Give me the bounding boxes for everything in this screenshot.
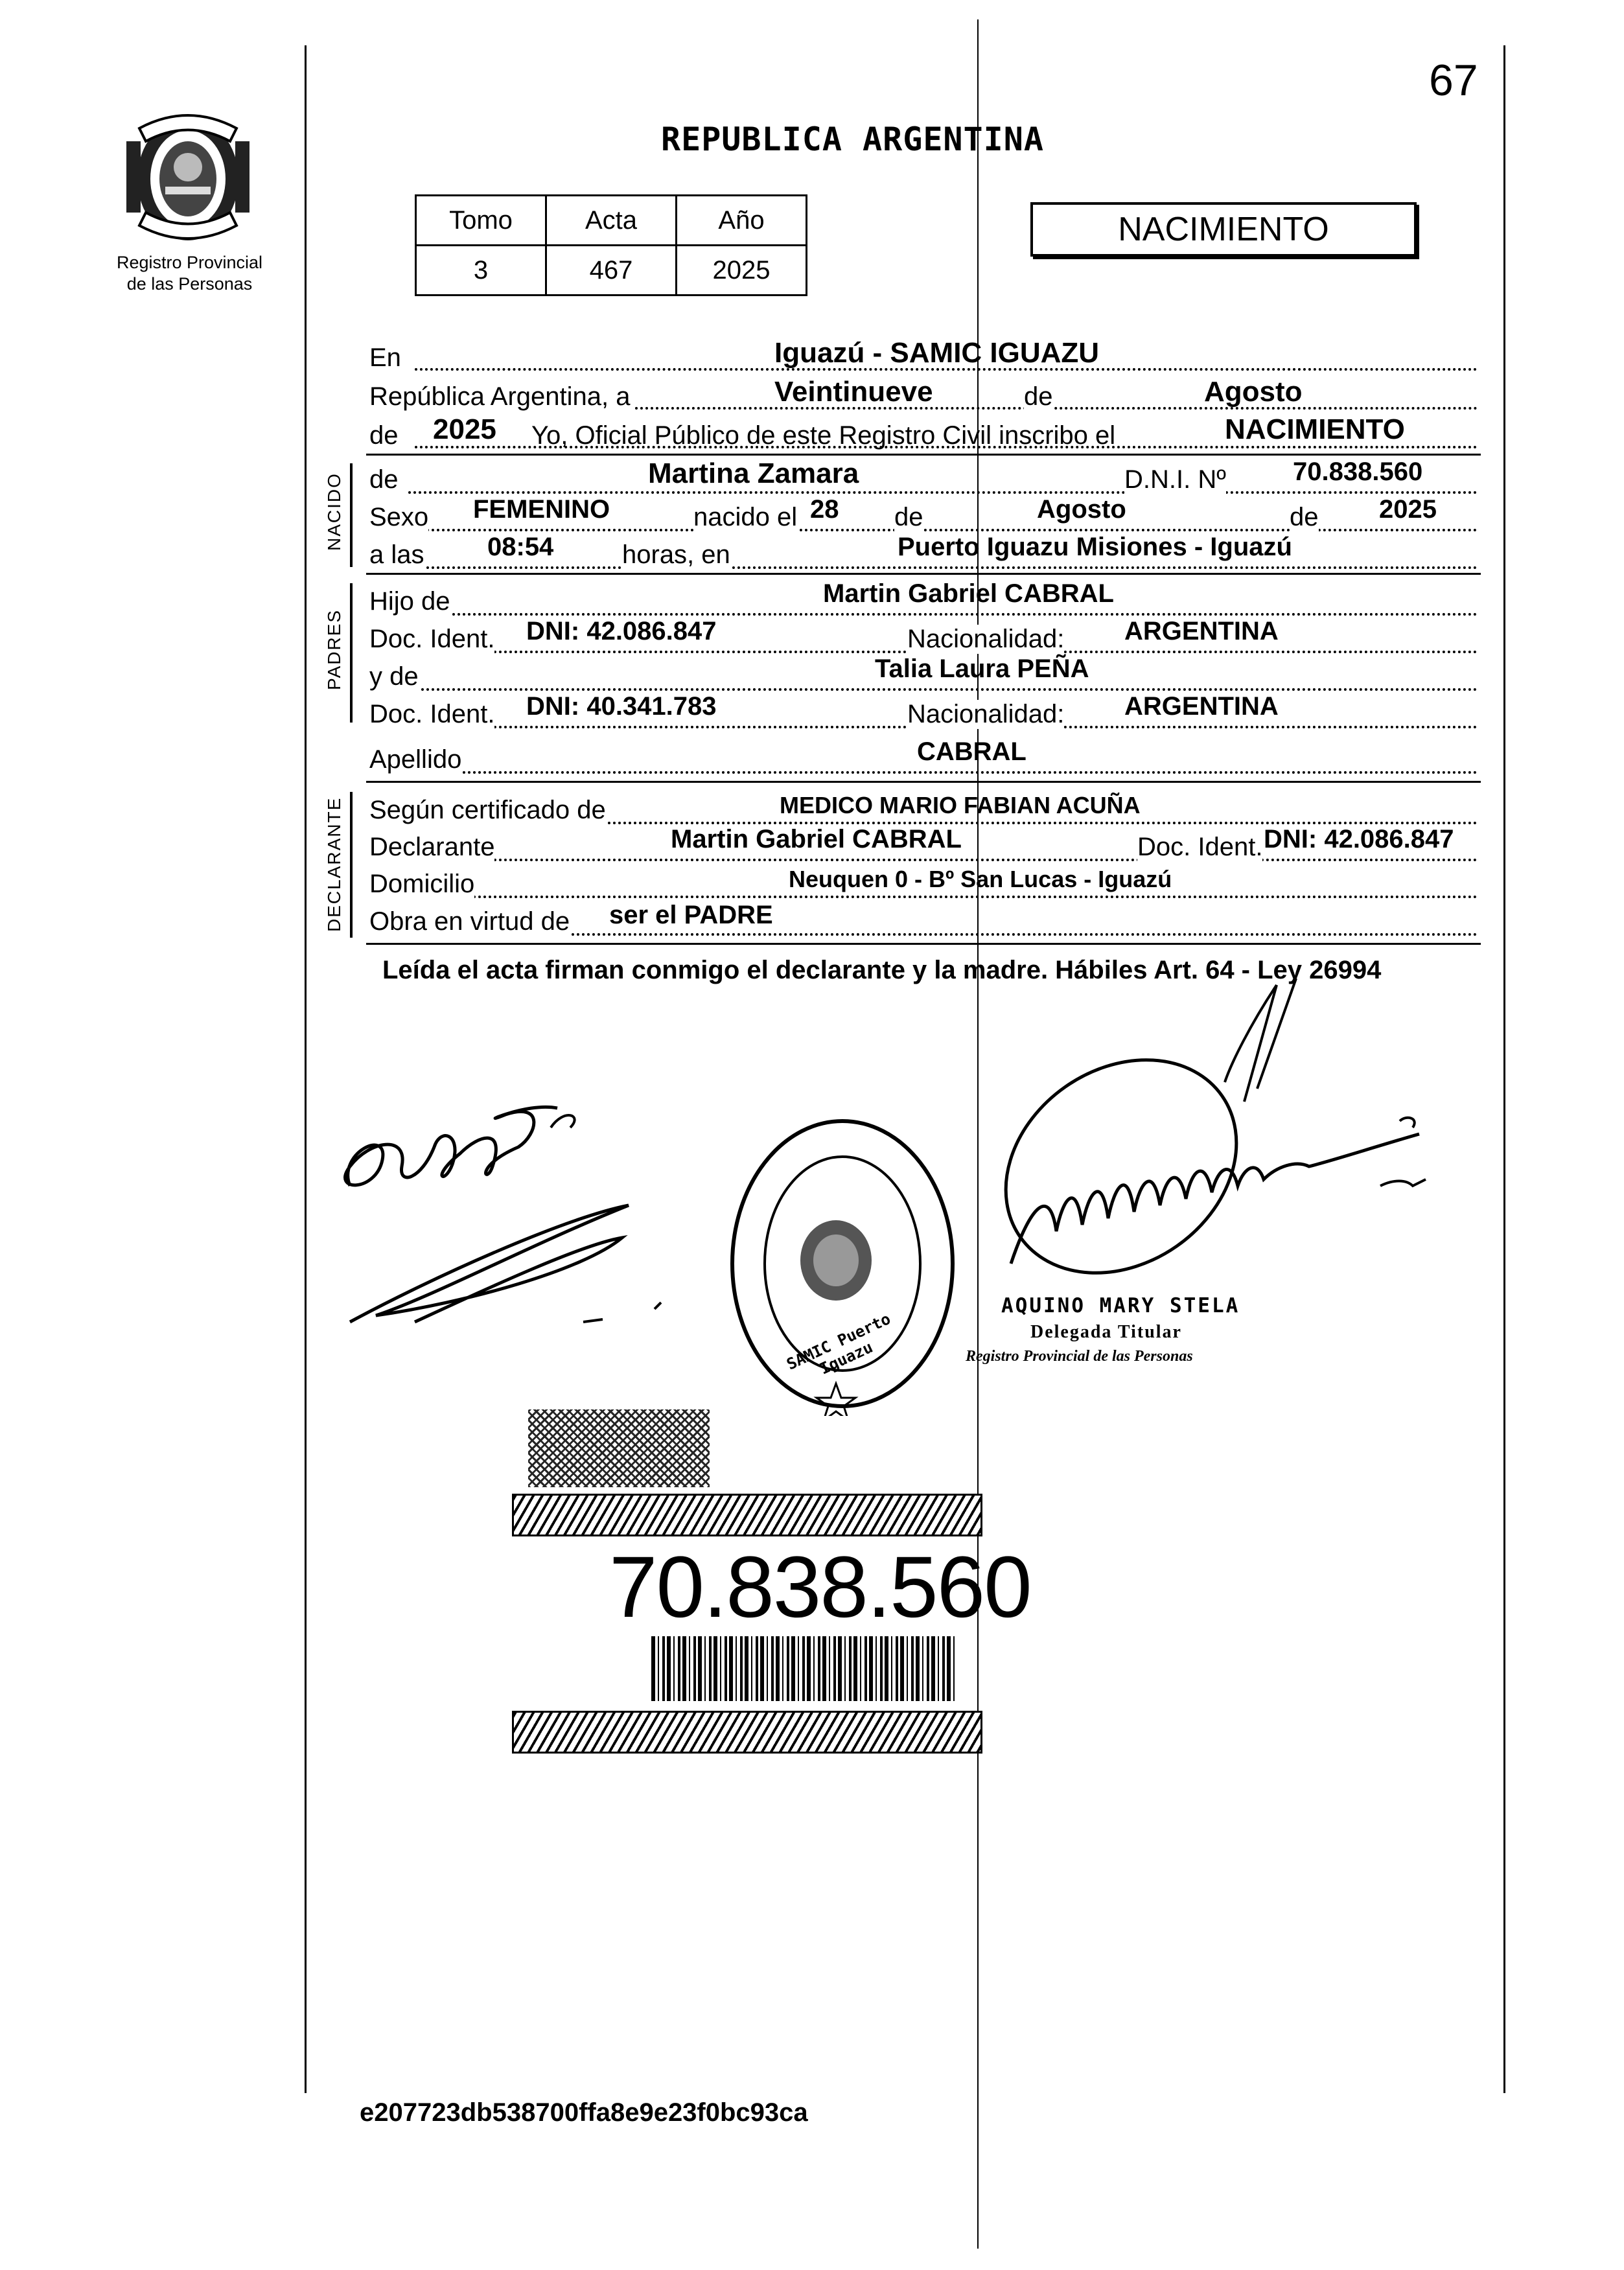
misiones-coat-of-arms-logo <box>120 102 256 251</box>
divider <box>350 792 353 938</box>
declarante-doc: DNI: 42.086.847 <box>1264 825 1454 853</box>
seal-inner-text: SAMIC Puerto Iguazu <box>783 1309 894 1378</box>
divider <box>350 463 353 567</box>
tomo-value: 3 <box>416 246 546 295</box>
birth-hour: 08:54 <box>487 533 554 561</box>
officer-title: Delegada Titular <box>1030 1322 1182 1342</box>
birth-place: Puerto Iguazu Misiones - Iguazú <box>898 533 1292 561</box>
dotted-line <box>408 491 1478 494</box>
year-value: 2025 <box>433 413 496 445</box>
declarante-section-label: DECLARANTE <box>324 796 344 932</box>
mother-nationality-label: Nacionalidad: <box>907 700 1065 728</box>
record-table <box>415 194 807 296</box>
cert-label: Según certificado de <box>369 796 606 824</box>
de2-label: de <box>369 421 399 450</box>
divider <box>350 583 353 723</box>
nacido-section-label: NACIDO <box>324 472 344 551</box>
birth-day: 28 <box>810 495 839 524</box>
birth-year: 2025 <box>1379 495 1437 524</box>
cert-value: MEDICO MARIO FABIAN ACUÑA <box>780 792 1141 818</box>
obra-label: Obra en virtud de <box>369 907 570 936</box>
dotted-line <box>369 688 1478 691</box>
declarante-doc-label: Doc. Ident. <box>1137 833 1263 861</box>
security-band-bottom <box>512 1711 982 1754</box>
de-label: de <box>1024 382 1053 411</box>
y-de-label: y de <box>369 662 419 691</box>
registry-label-2: de las Personas <box>126 274 253 294</box>
dotted-line <box>369 613 1478 616</box>
officer-office: Registro Provincial de las Personas <box>966 1348 1193 1365</box>
child-name: Martina Zamara <box>648 457 859 489</box>
republic-label: República Argentina, a <box>369 382 631 411</box>
birth-month: Agosto <box>1037 495 1126 524</box>
father-doc-label: Doc. Ident. <box>369 625 495 653</box>
padres-section-label: PADRES <box>324 608 344 690</box>
barcode <box>651 1636 956 1701</box>
dotted-line <box>369 566 1478 569</box>
anio-value: 2025 <box>677 246 807 295</box>
hijo-de-label: Hijo de <box>369 587 450 616</box>
dotted-line <box>369 896 1478 898</box>
father-nationality-label: Nacionalidad: <box>907 625 1065 653</box>
nacido-de-label-2: de <box>894 503 923 531</box>
mother-doc-label: Doc. Ident. <box>369 700 495 728</box>
domicilio-value: Neuquen 0 - Bº San Lucas - Iguazú <box>789 866 1172 892</box>
apellido-value: CABRAL <box>917 737 1027 766</box>
nacido-el-label: nacido el <box>693 503 798 531</box>
page-number: 67 <box>1429 56 1478 105</box>
acta-value: 467 <box>546 246 677 295</box>
dni-label: D.N.I. Nº <box>1124 465 1226 494</box>
mother-nationality: ARGENTINA <box>1124 692 1279 721</box>
father-name: Martin Gabriel CABRAL <box>823 579 1114 608</box>
day-words-value: Veintinueve <box>774 376 933 408</box>
domicilio-label: Domicilio <box>369 870 475 898</box>
mother-name: Talia Laura PEÑA <box>875 654 1089 683</box>
acta-header: Acta <box>546 196 677 246</box>
official-seal <box>719 1111 966 1416</box>
dotted-line <box>369 859 1478 861</box>
divider <box>366 454 1481 456</box>
nacido-de-label: de <box>369 465 399 494</box>
father-doc: DNI: 42.086.847 <box>526 617 717 645</box>
security-pattern-small <box>528 1409 710 1487</box>
place-value: Iguazú - SAMIC IGUAZU <box>774 337 1100 369</box>
official-text: Yo, Oficial Público de este Registro Civil inscribo el <box>531 421 1116 450</box>
closing-text: Leída el acta firman conmigo el declarante y la madre. Hábiles Art. 64 - Ley 26994 <box>382 956 1382 984</box>
mother-doc: DNI: 40.341.783 <box>526 692 717 721</box>
declarante-label: Declarante <box>369 833 495 861</box>
declarante-name: Martin Gabriel CABRAL <box>671 825 962 853</box>
right-margin-line <box>1503 45 1505 2093</box>
tomo-header: Tomo <box>416 196 546 246</box>
registry-label-1: Registro Provincial <box>116 253 263 272</box>
sexo-value: FEMENINO <box>473 495 610 524</box>
document-hash: e207723db538700ffa8e9e23f0bc93ca <box>360 2098 808 2127</box>
dotted-line <box>369 771 1478 774</box>
apellido-label: Apellido <box>369 745 462 774</box>
barcode-number: 70.838.560 <box>609 1539 1031 1636</box>
divider <box>366 943 1481 945</box>
child-dni: 70.838.560 <box>1293 457 1423 486</box>
dotted-line <box>635 407 1478 410</box>
document-type-box <box>1030 202 1417 257</box>
en-label: En <box>369 343 401 372</box>
document-title: REPUBLICA ARGENTINA <box>661 121 1044 158</box>
officer-name: AQUINO MARY STELA <box>1001 1294 1240 1317</box>
mother-signature <box>337 1192 700 1341</box>
security-band-top <box>512 1494 982 1536</box>
anio-header: Año <box>677 196 807 246</box>
month-value: Agosto <box>1204 376 1303 408</box>
event-value: NACIMIENTO <box>1225 413 1405 445</box>
a-las-label: a las <box>369 540 424 569</box>
left-margin-line <box>305 45 307 2093</box>
nacido-de-label-3: de <box>1290 503 1319 531</box>
obra-value: ser el PADRE <box>609 901 773 929</box>
divider <box>366 781 1481 783</box>
father-nationality: ARGENTINA <box>1124 617 1279 645</box>
horas-en-label: horas, en <box>622 540 730 569</box>
officer-signature <box>972 972 1491 1335</box>
divider <box>366 573 1481 575</box>
sexo-label: Sexo <box>369 503 429 531</box>
document-type: NACIMIENTO <box>1118 211 1329 248</box>
